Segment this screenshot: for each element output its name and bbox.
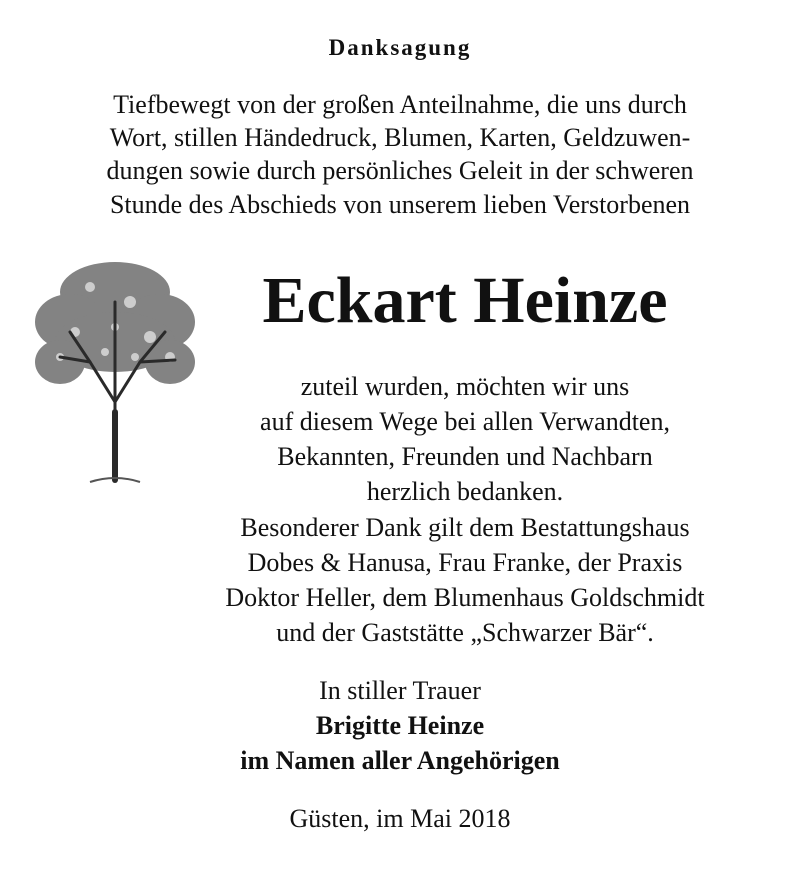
intro-line-1: Tiefbewegt von der großen Anteilnahme, die uns durch bbox=[113, 90, 687, 119]
body-line-5: Besonderer Dank gilt dem Bestattungshaus bbox=[240, 513, 690, 542]
body-line-8: und der Gaststätte „Schwarzer Bär“. bbox=[276, 618, 654, 647]
place-date: Güsten, im Mai 2018 bbox=[289, 804, 511, 833]
heading-title: Danksagung bbox=[328, 35, 472, 60]
body-line-4: herzlich bedanken. bbox=[366, 477, 564, 506]
body-line-2: auf diesem Wege bei allen Verwandten, bbox=[260, 407, 670, 436]
intro-line-3: dungen sowie durch persönliches Geleit in der schweren bbox=[106, 156, 694, 185]
signer-note: im Namen aller Angehörigen bbox=[240, 746, 560, 775]
body-line-3: Bekannten, Freunden und Nachbarn bbox=[277, 442, 653, 471]
signer-name: Brigitte Heinze bbox=[315, 711, 485, 740]
body-line-1: zuteil wurden, möchten wir uns bbox=[300, 372, 630, 401]
mourning-line: In stiller Trauer bbox=[319, 676, 481, 705]
deceased-name: Eckart Heinze bbox=[262, 264, 668, 337]
body-line-6: Dobes & Hanusa, Frau Franke, der Praxis bbox=[247, 548, 683, 577]
intro-line-2: Wort, stillen Händedruck, Blumen, Karten, Geldzuwen- bbox=[109, 123, 691, 152]
intro-line-4: Stunde des Abschieds von unserem lieben Verstorbenen bbox=[109, 190, 691, 219]
body-line-7: Doktor Heller, dem Blumenhaus Goldschmidt bbox=[225, 583, 705, 612]
